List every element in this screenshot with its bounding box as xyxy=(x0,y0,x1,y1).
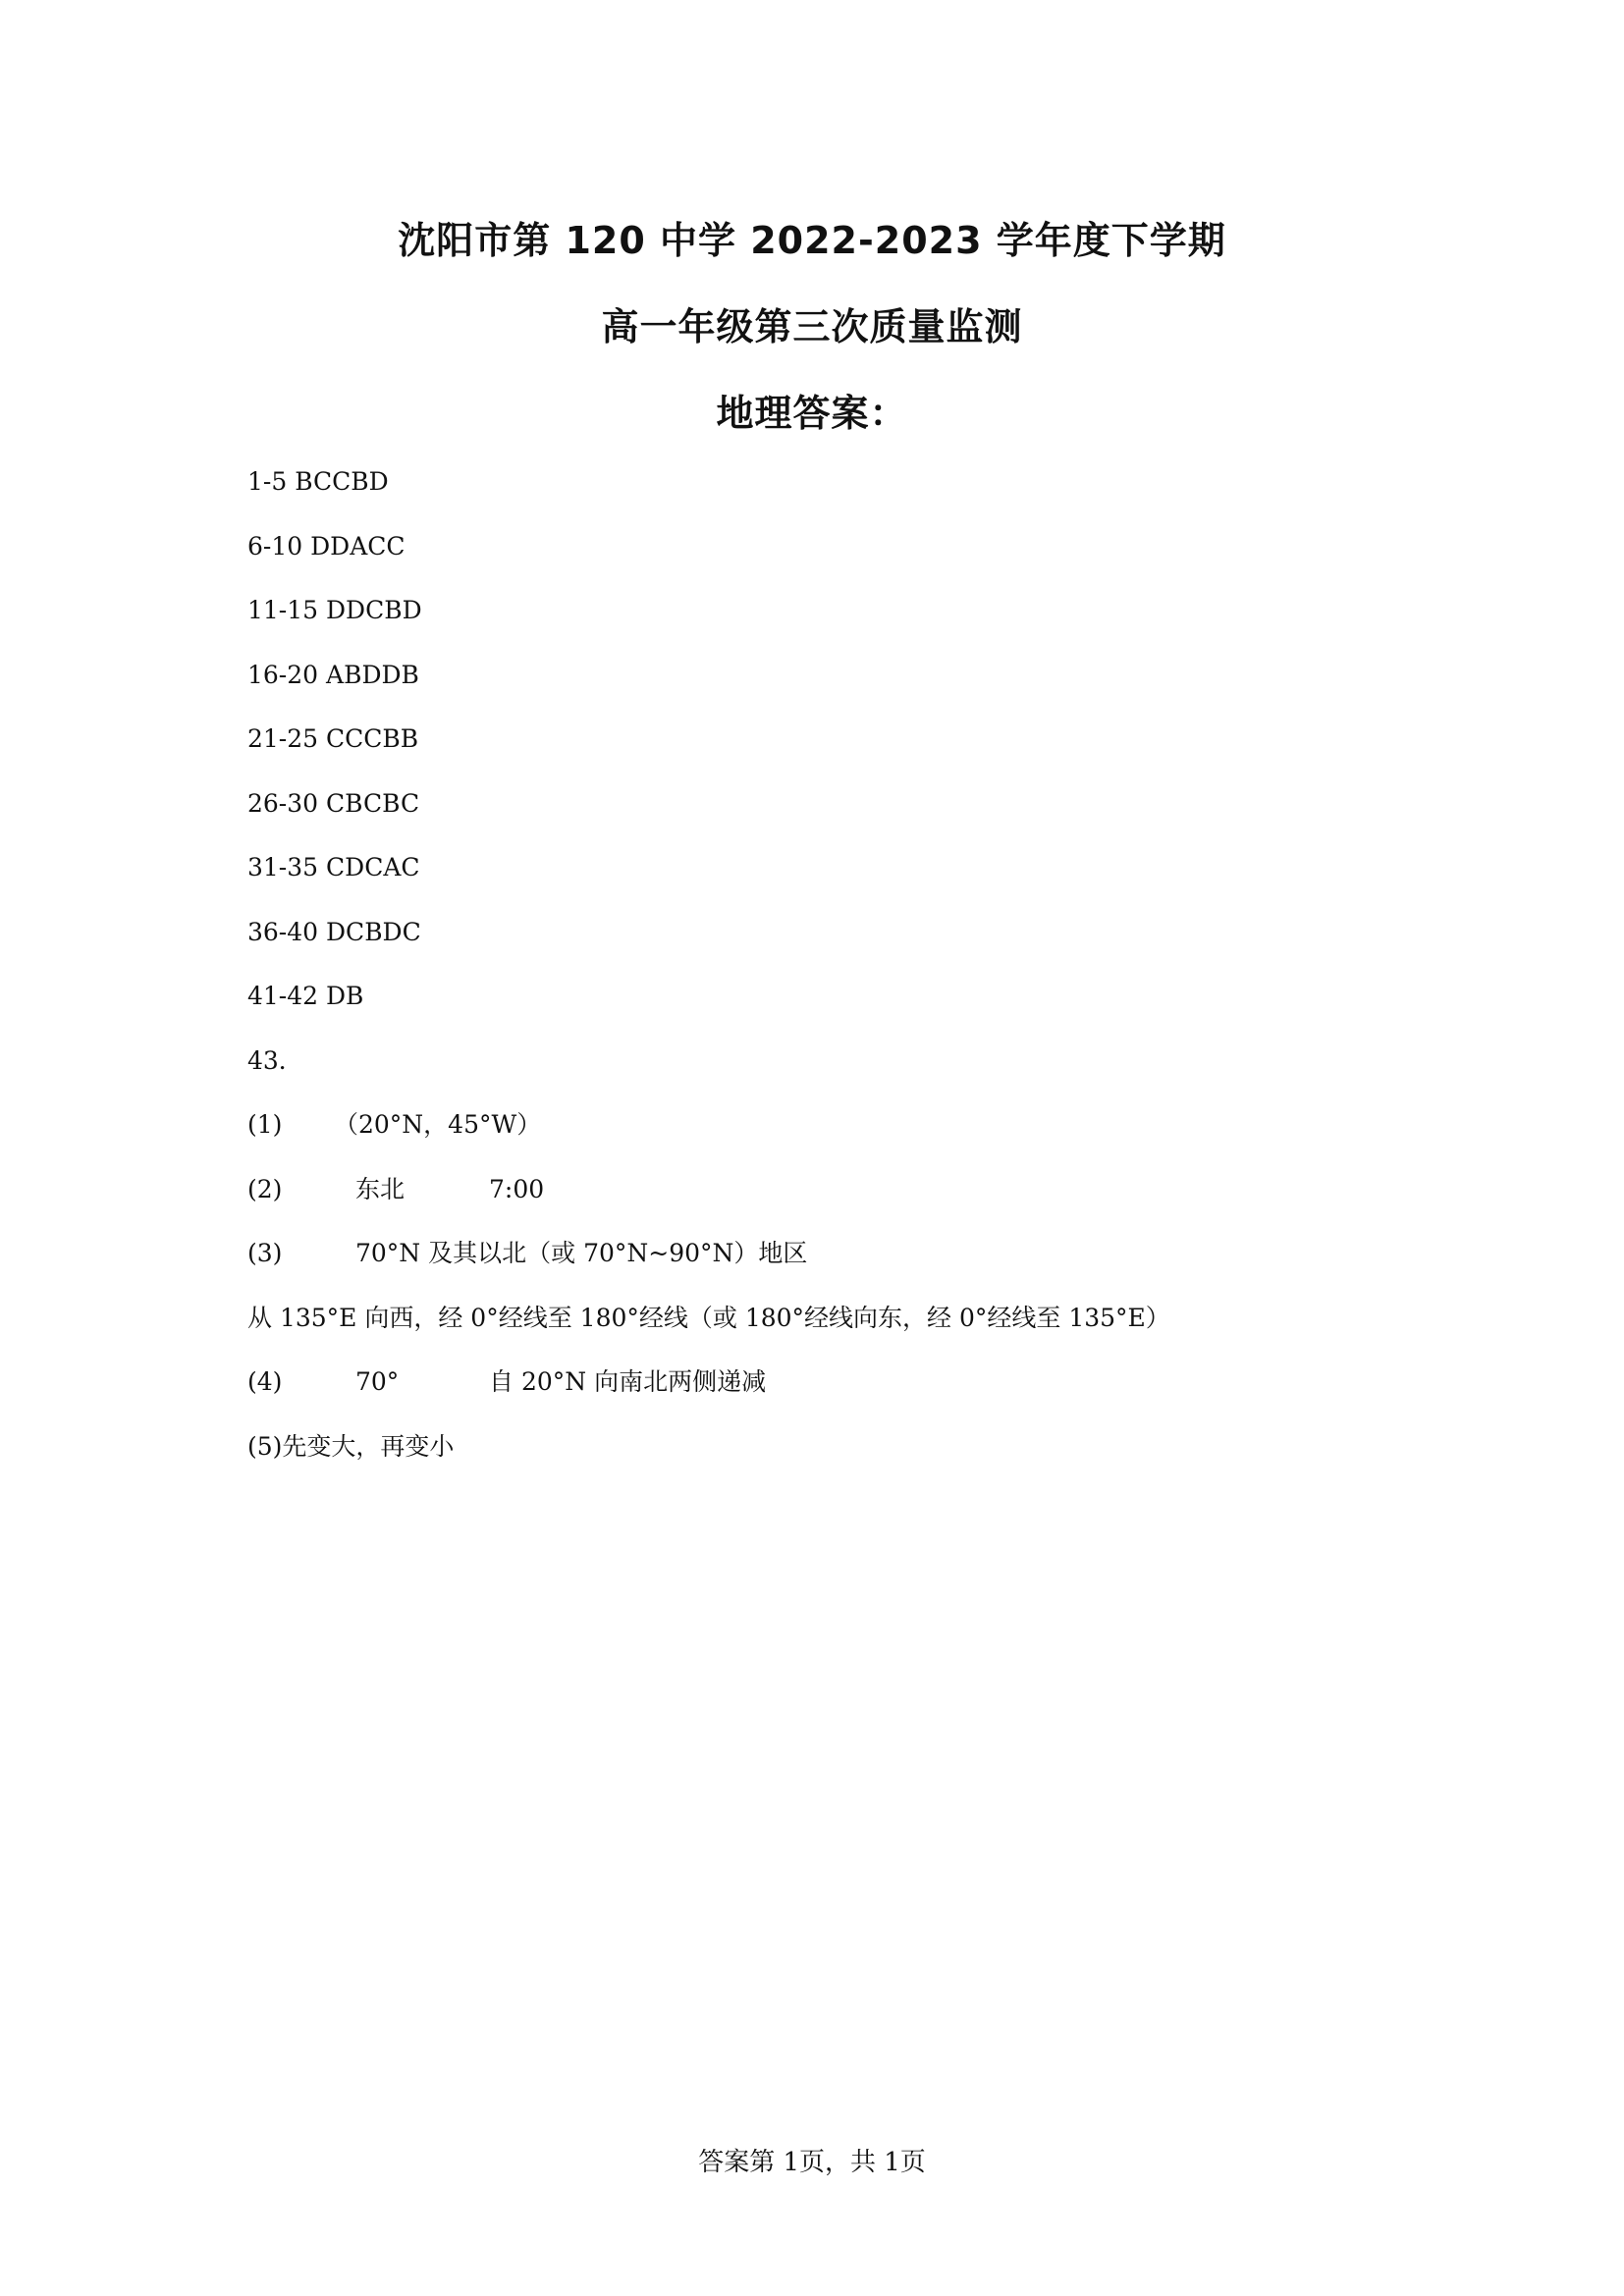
q43-part-3-continued: 从 135°E 向西，经 0°经线至 180°经线（或 180°经线向东，经 0°经线至 135°E） xyxy=(247,1303,1170,1332)
choice-answer-row: 26-30 CBCBC xyxy=(247,788,420,818)
choice-answer-row: 1-5 BCCBD xyxy=(247,467,389,496)
part-answer-trend: 自 20°N 向南北两侧递减 xyxy=(489,1367,767,1396)
q43-part-2 xyxy=(247,1174,1426,1242)
choice-answer-row: 16-20 ABDDB xyxy=(247,660,419,689)
part-answer-direction: 东北 xyxy=(355,1174,406,1203)
q43-part-5: (5)先变大，再变小 xyxy=(247,1431,455,1461)
page-footer: 答案第 1页，共 1页 xyxy=(698,2148,926,2177)
q43-part-3 xyxy=(247,1241,1426,1306)
choice-answer-row: 31-35 CDCAC xyxy=(247,853,420,881)
question-43-label: 43． xyxy=(247,1045,303,1075)
part-number: (2) xyxy=(247,1174,283,1203)
choice-answer-row: 36-40 DCBDC xyxy=(247,917,421,946)
answer-body xyxy=(247,469,1426,1498)
q43-part-1 xyxy=(247,1112,1426,1177)
choice-answer-row: 41-42 DB xyxy=(247,982,364,1010)
subject-answer-heading: 地理答案： xyxy=(716,392,908,435)
part-answer-time: 7:00 xyxy=(489,1174,545,1203)
choice-answer-row: 11-15 DDCBD xyxy=(247,596,422,624)
exam-name: 高一年级第三次质量监测 xyxy=(601,305,1023,348)
part-answer: 70°N 及其以北（或 70°N~90°N）地区 xyxy=(355,1239,808,1267)
part-number: (4) xyxy=(247,1367,283,1396)
part-answer: （20°N，45°W） xyxy=(334,1110,542,1139)
part-number: (3) xyxy=(247,1239,283,1267)
choice-answer-row: 6-10 DDACC xyxy=(247,531,406,561)
q43-part-4 xyxy=(247,1369,1426,1434)
school-exam-title: 沈阳市第 120 中学 2022-2023 学年度下学期 xyxy=(398,219,1226,262)
choice-answer-row: 21-25 CCCBB xyxy=(247,724,419,753)
part-number: (1) xyxy=(247,1110,283,1139)
part-answer-angle: 70° xyxy=(355,1367,400,1396)
